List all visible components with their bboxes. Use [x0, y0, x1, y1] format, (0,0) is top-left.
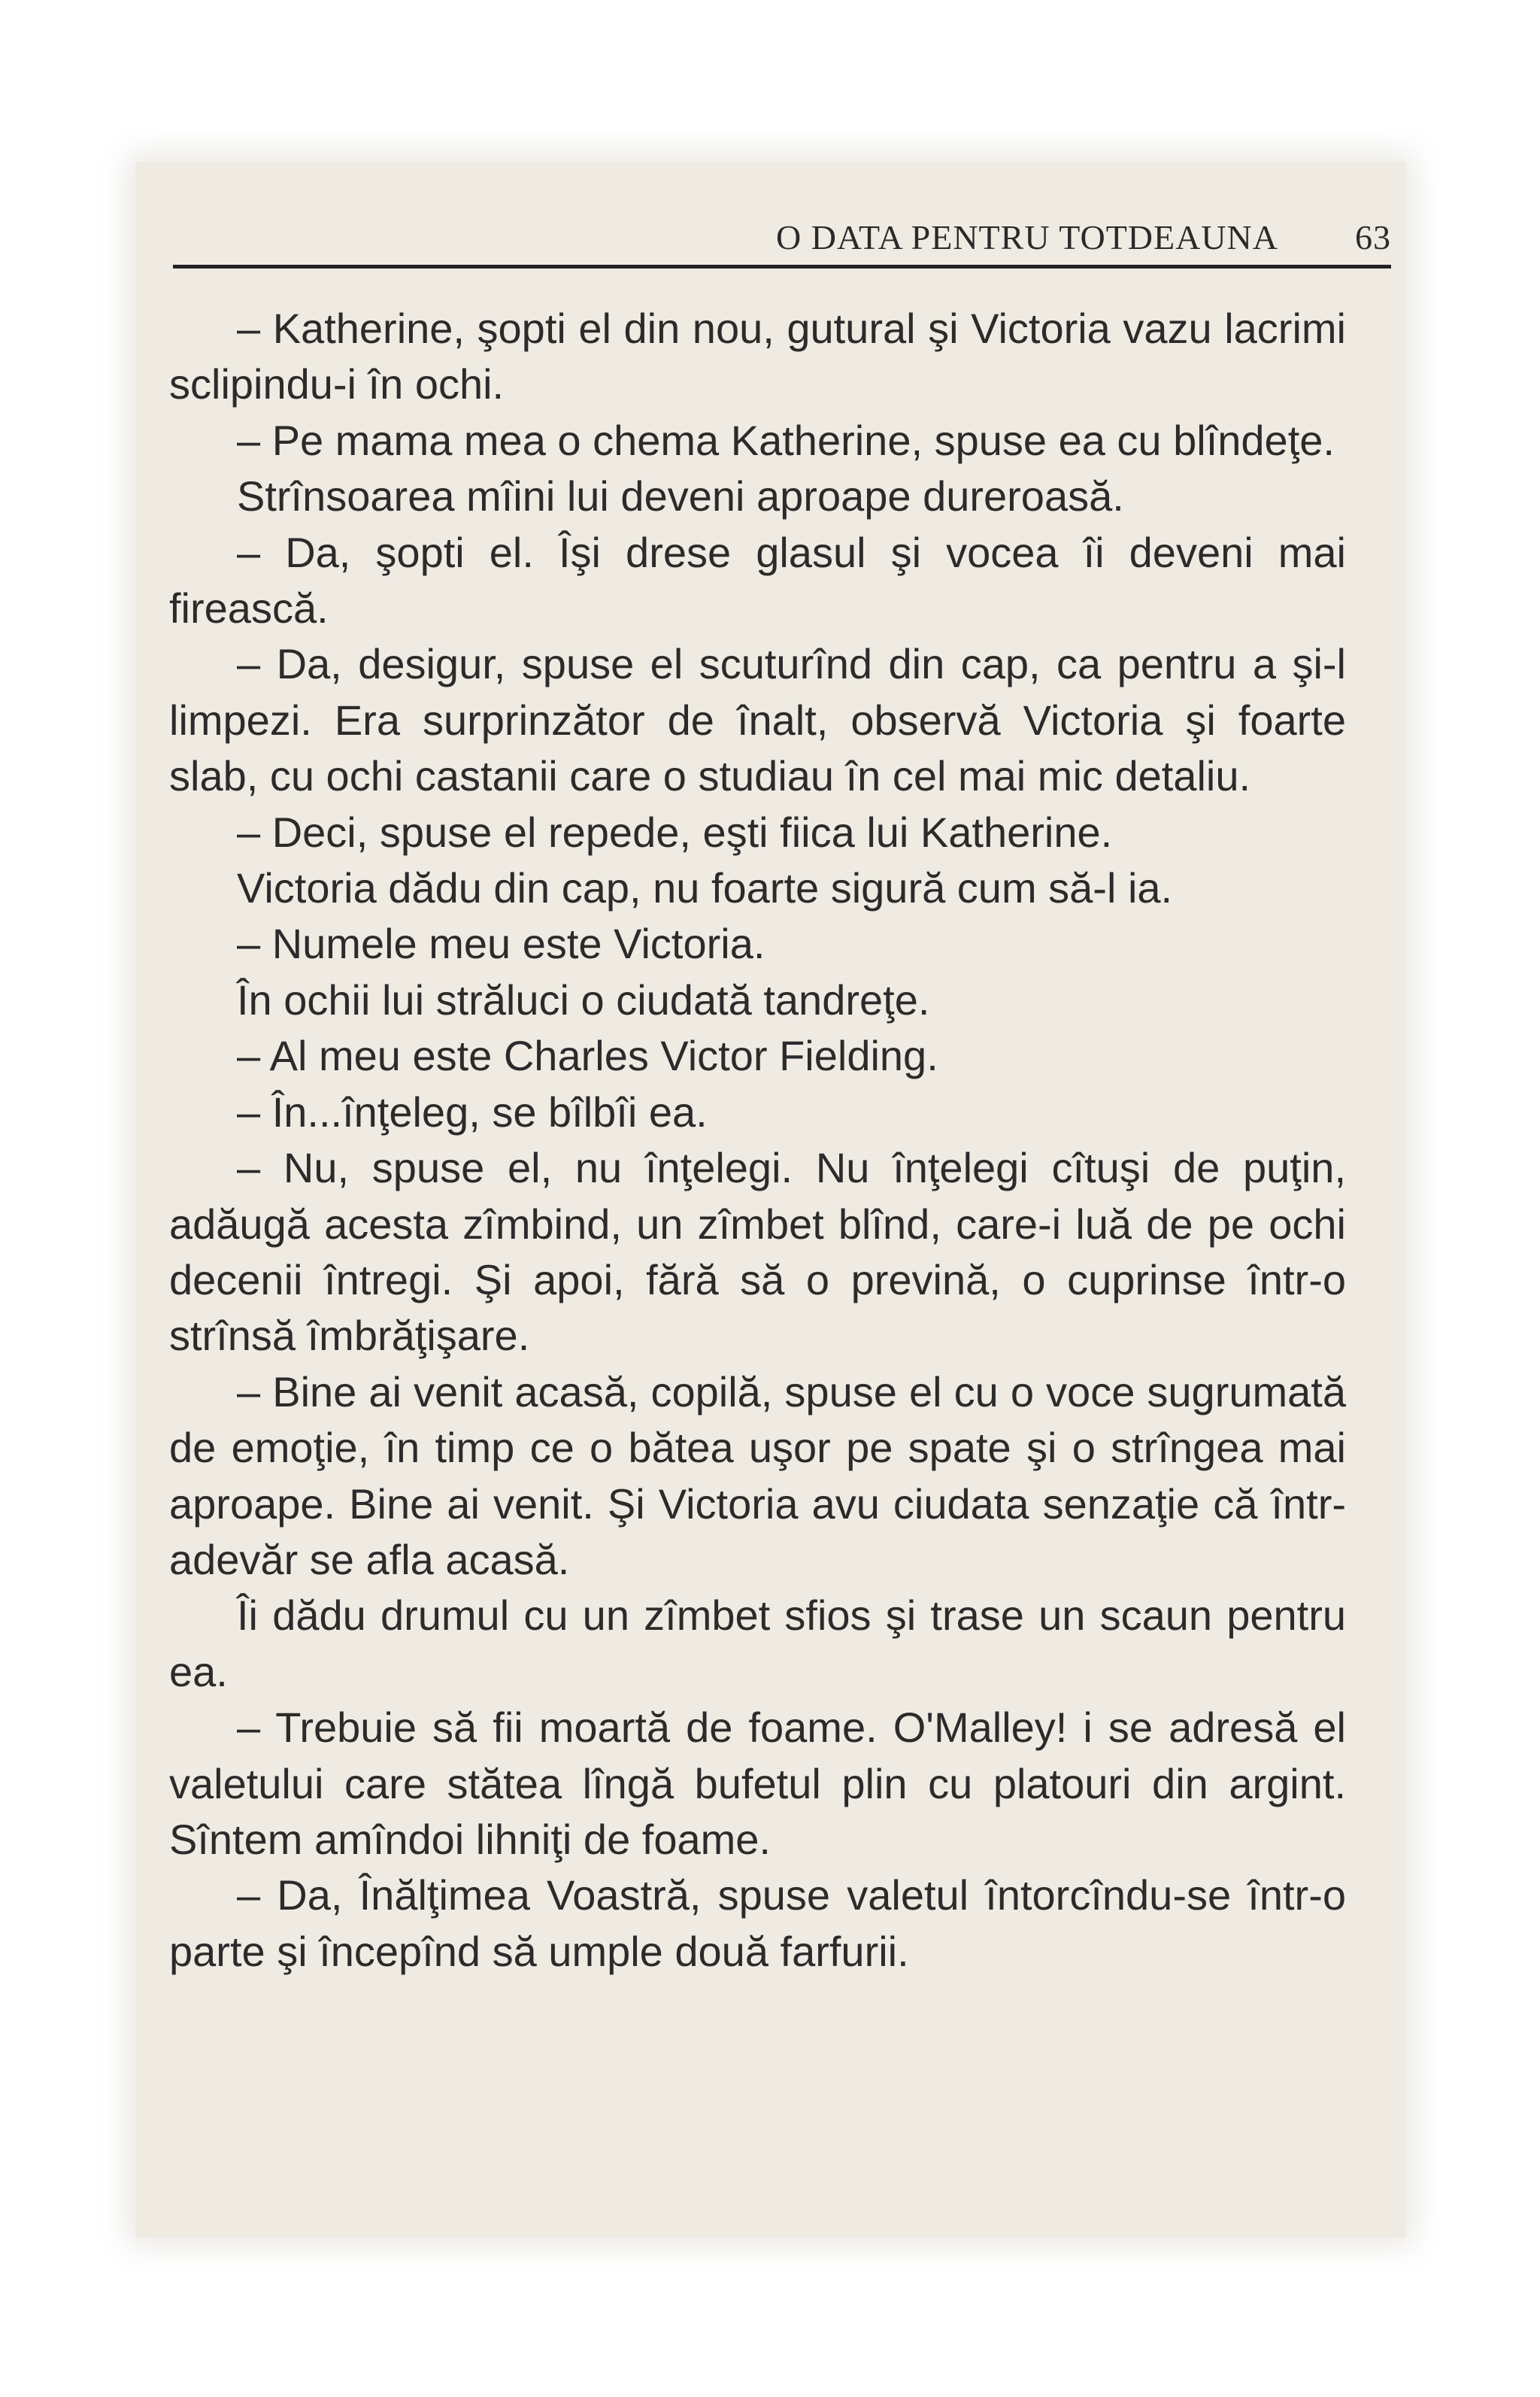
paragraph: – Nu, spuse el, nu înţelegi. Nu înţelegi cîtuşi de puţin, adăugă acesta zîmbind, un zîmbet blînd, care-i luă de pe ochi decenii întregi. Şi apoi, fără să o prevină, o cuprinse într-o strînsă îmbrăţişare.: [169, 1144, 1346, 1360]
paragraph: Victoria dădu din cap, nu foarte sigură cum să-l ia.: [237, 864, 1173, 912]
paragraph: – Pe mama mea o chema Katherine, spuse ea cu blîndeţe.: [237, 416, 1335, 464]
page-number: 63: [1355, 218, 1391, 256]
body-text: [169, 301, 1346, 1980]
paragraph: – În...înţeleg, se bîlbîi ea.: [237, 1088, 708, 1136]
running-title: O DATA PENTRU TOTDEAUNA: [775, 218, 1278, 256]
paragraph: – Trebuie să fii moartă de foame. O'Malley! i se adresă el valetului care stătea lîngă bufetul plin cu platouri din argint. Sîntem amîndoi lihniţi de foame.: [169, 1704, 1346, 1863]
paragraph: Strînsoarea mîini lui deveni aproape dureroasă.: [237, 472, 1124, 520]
paragraph: – Deci, spuse el repede, eşti fiica lui Katherine.: [237, 808, 1113, 856]
paragraph: – Al meu este Charles Victor Fielding.: [237, 1032, 938, 1080]
paragraph: – Da, şopti el. Îşi drese glasul şi vocea îi deveni mai firească.: [169, 528, 1346, 633]
book-page: [135, 162, 1406, 2238]
paragraph: În ochii lui străluci o ciudată tandreţe.: [237, 975, 930, 1024]
header-rule: [173, 265, 1391, 269]
paragraph: – Katherine, şopti el din nou, gutural şi Victoria vazu lacrimi sclipindu-i în ochi.: [169, 305, 1346, 408]
paragraph: Îi dădu drumul cu un zîmbet sfios şi trase un scaun pentru ea.: [169, 1591, 1346, 1695]
paragraph: – Bine ai venit acasă, copilă, spuse el cu o voce sugrumată de emoţie, în timp ce o bătea uşor pe spate şi o strîngea mai aproape. Bine ai venit. Şi Victoria avu ciudata senzaţie că într-adevăr se afla acasă.: [169, 1367, 1346, 1583]
paragraph: – Numele meu este Victoria.: [237, 920, 765, 968]
paragraph: – Da, Înălţimea Voastră, spuse valetul întorcîndu-se într-o parte şi începînd să umple două farfurii.: [169, 1871, 1346, 1975]
paragraph: – Da, desigur, spuse el scuturînd din cap, ca pentru a şi-l limpezi. Era surprinzător de înalt, observă Victoria şi foarte slab, cu ochi castanii care o studiau în cel mai mic detaliu.: [169, 640, 1346, 800]
running-header: [173, 207, 1391, 259]
